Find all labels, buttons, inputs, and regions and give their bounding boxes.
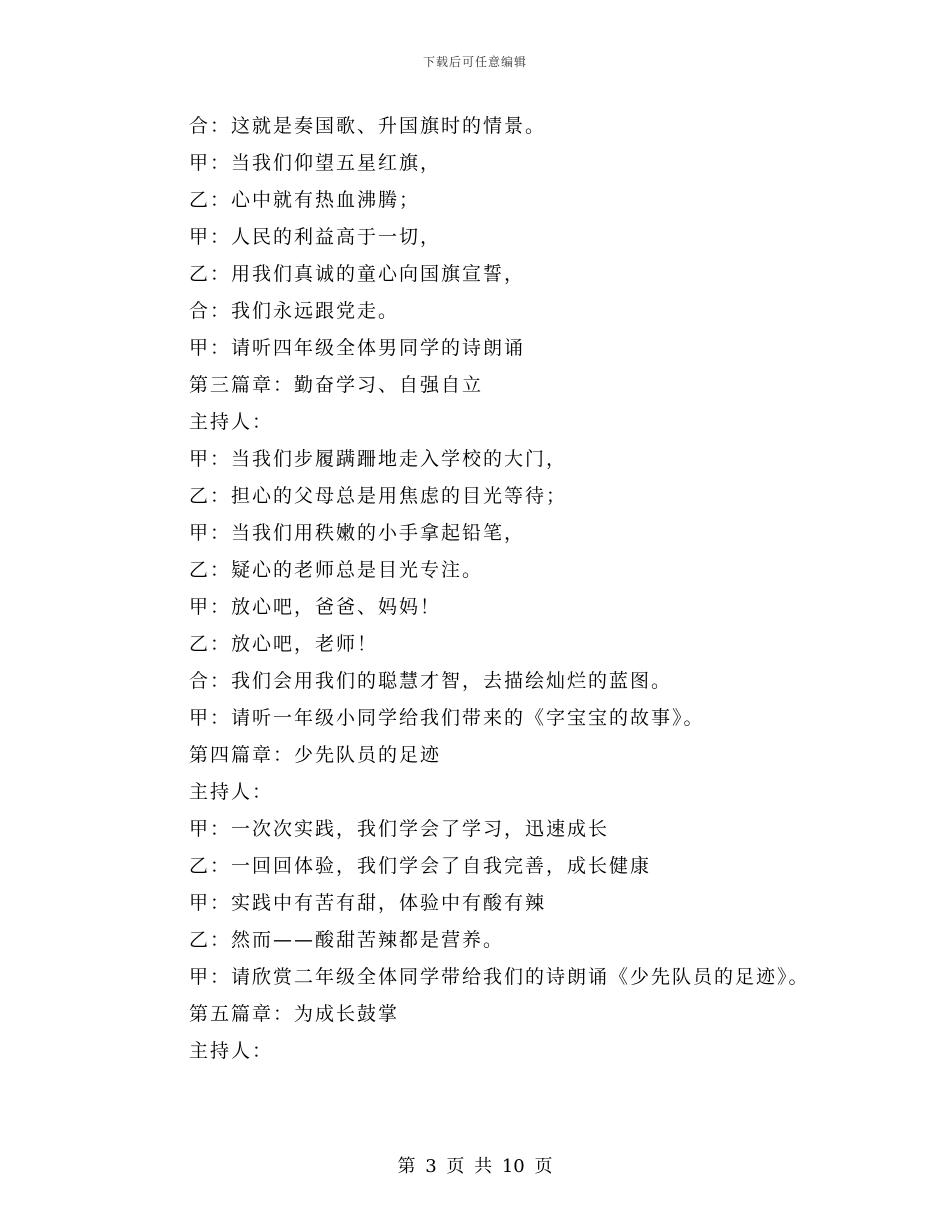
host-label: 主持人： (189, 411, 274, 433)
script-line: 合：我们永远跟党走。 (189, 300, 400, 322)
script-line: 甲：当我们仰望五星红旗， (189, 152, 442, 174)
chapter-heading: 第五篇章：为成长鼓掌 (189, 1003, 400, 1025)
script-line: 甲：当我们步履蹒跚地走入学校的大门， (189, 448, 568, 470)
script-line: 乙：担心的父母总是用焦虑的目光等待； (189, 485, 568, 507)
script-line: 合：我们会用我们的聪慧才智，去描绘灿烂的蓝图。 (189, 670, 673, 692)
script-body (143, 108, 823, 1070)
script-line: 乙：疑心的老师总是目光专注。 (189, 559, 484, 581)
script-line: 甲：请听一年级小同学给我们带来的《字宝宝的故事》。 (189, 707, 705, 729)
header-note: 下载后可任意编辑 (422, 55, 527, 69)
script-line: 甲：人民的利益高于一切， (189, 226, 442, 248)
script-line: 甲：实践中有苦有甜，体验中有酸有辣 (189, 892, 547, 914)
script-line: 合：这就是奏国歌、升国旗时的情景。 (189, 115, 547, 137)
script-line: 甲：请欣赏二年级全体同学带给我们的诗朗诵《少先队员的足迹》。 (189, 966, 810, 988)
chapter-heading: 第四篇章：少先队员的足迹 (189, 744, 442, 766)
script-line: 乙：用我们真诚的童心向国旗宣誓， (189, 263, 526, 285)
script-line: 甲：当我们用秩嫩的小手拿起铅笔， (189, 522, 526, 544)
script-line: 甲：请听四年级全体男同学的诗朗诵 (189, 337, 526, 359)
script-line: 甲：一次次实践，我们学会了学习，迅速成长 (189, 818, 610, 840)
script-line: 乙：心中就有热血沸腾； (189, 189, 421, 211)
script-line: 乙：放心吧，老师！ (189, 633, 379, 655)
host-label: 主持人： (189, 781, 274, 803)
script-line: 乙：然而——酸甜苦辣都是营养。 (189, 929, 505, 951)
page-number-footer: 第 3 页 共 10 页 (397, 1156, 553, 1177)
host-label: 主持人： (189, 1040, 274, 1062)
script-line: 甲：放心吧，爸爸、妈妈！ (189, 596, 442, 618)
chapter-heading: 第三篇章：勤奋学习、自强自立 (189, 374, 484, 396)
script-line: 乙：一回回体验，我们学会了自我完善，成长健康 (189, 855, 652, 877)
